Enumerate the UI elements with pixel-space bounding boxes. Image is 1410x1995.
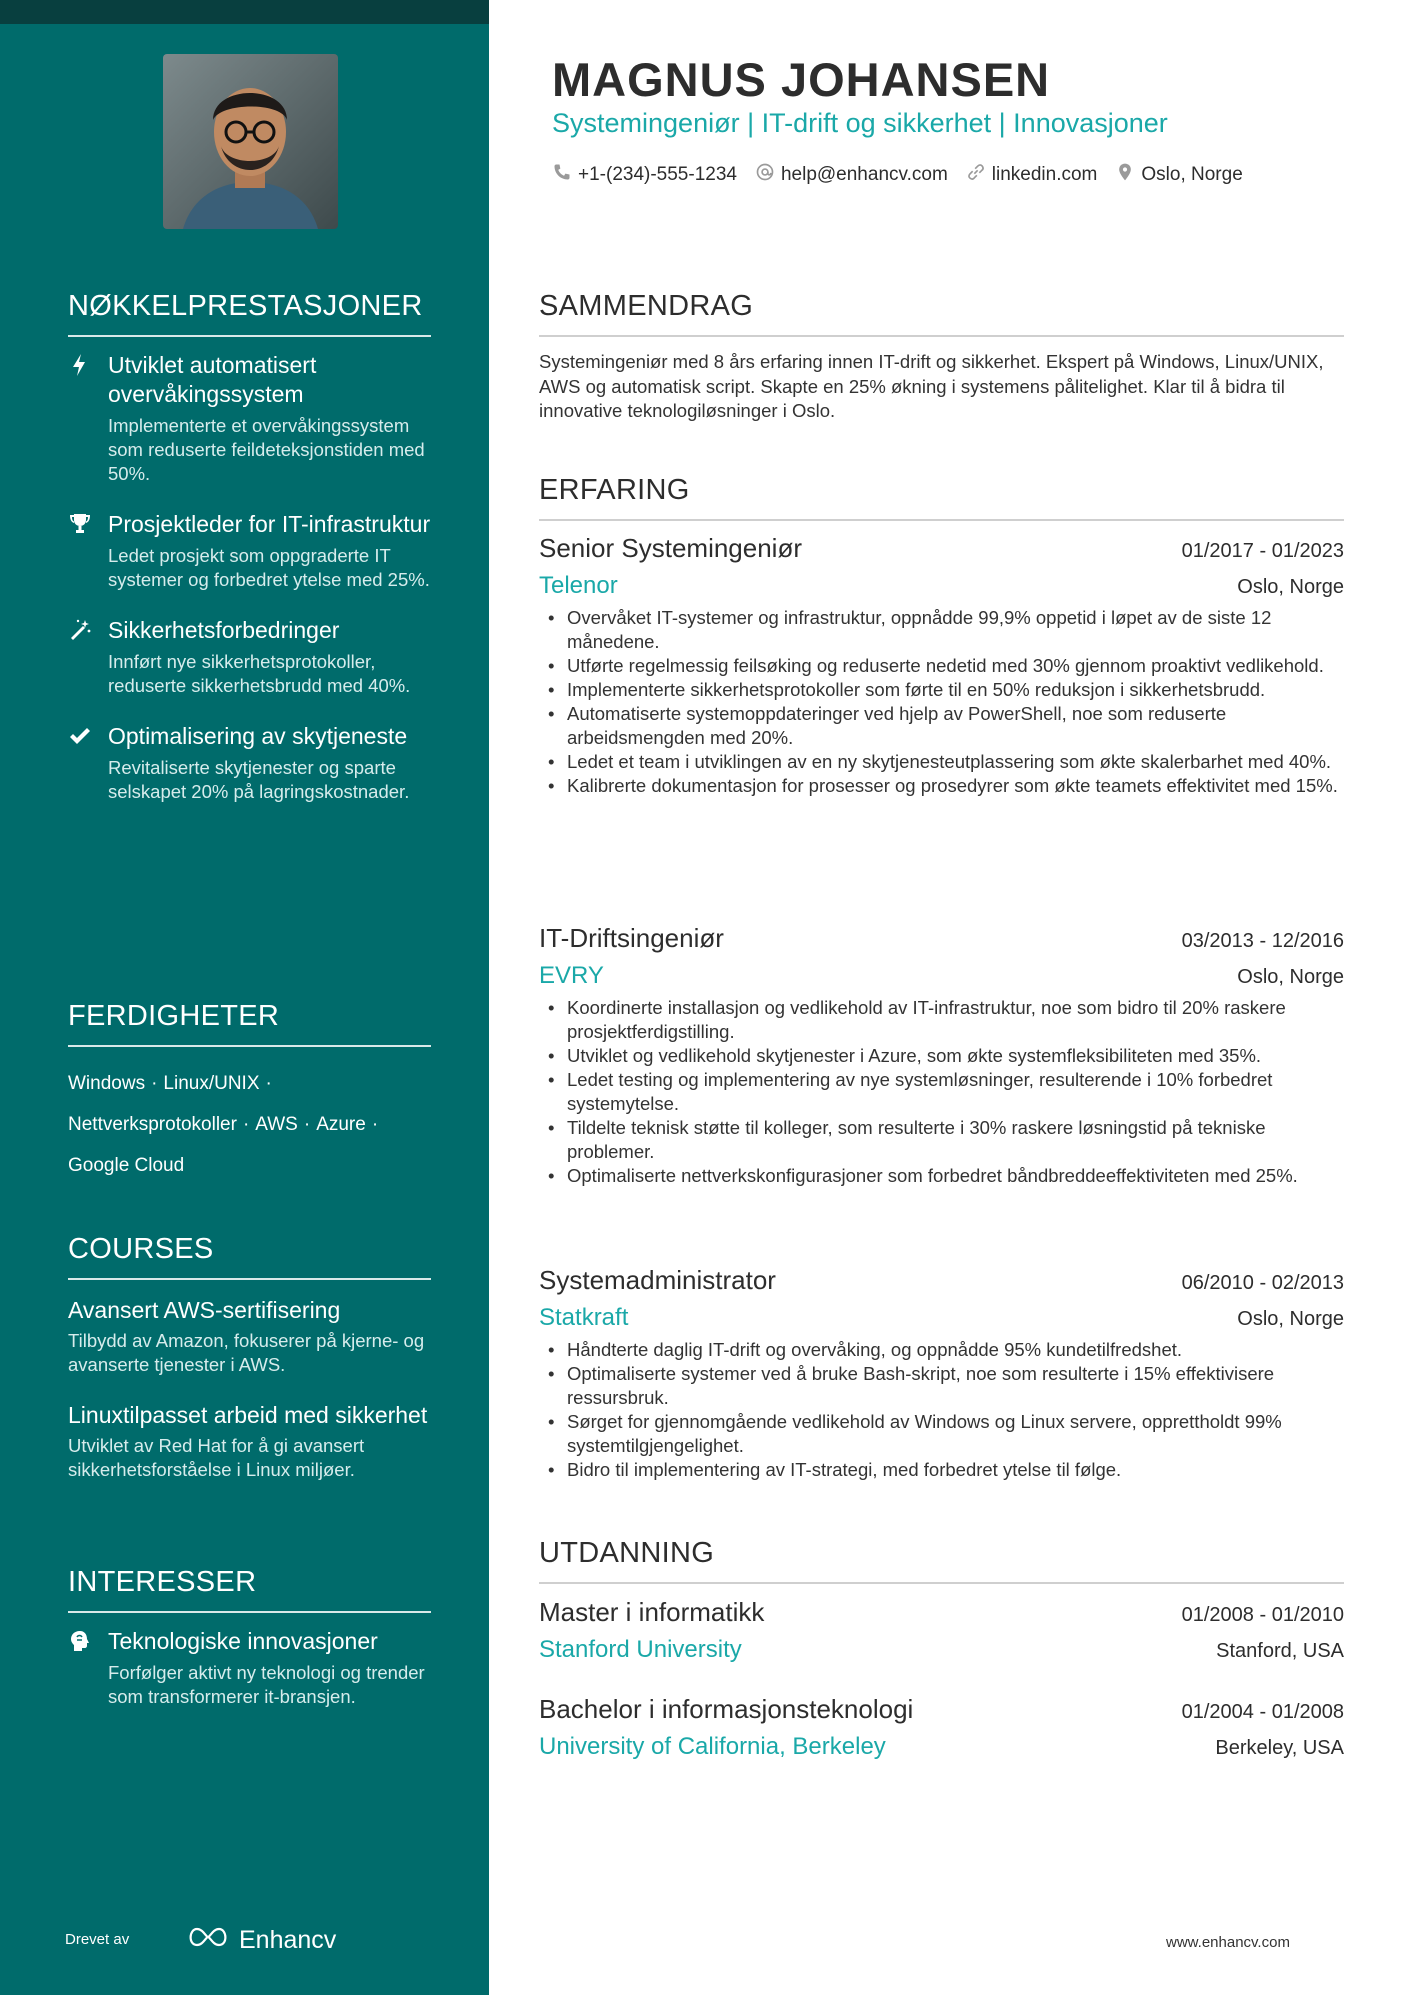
enhancv-infinity-icon	[185, 1925, 231, 1956]
interests-title: INTERESSER	[68, 1566, 431, 1613]
achievements-title: NØKKELPRESTASJONER	[68, 290, 431, 337]
school-location: Berkeley, USA	[1215, 1737, 1344, 1759]
job-location: Oslo, Norge	[1237, 576, 1344, 598]
education-entry	[539, 1597, 1344, 1664]
job-bullets	[539, 1338, 1344, 1482]
bullet-item: • Kalibrerte dokumentasjon for prosesser og prosedyrer som økte teamets effektivitet med 15%.	[539, 774, 1344, 798]
job-entry	[539, 1265, 1344, 1482]
bolt-icon	[68, 353, 92, 377]
education-title: UTDANNING	[539, 1537, 1344, 1584]
bullet-item: • Utførte regelmessig feilsøking og reduserte nedetid med 30% gjennom proaktivt vedlikehold.	[539, 654, 1344, 678]
job-dates: 03/2013 - 12/2016	[1181, 930, 1344, 952]
school-name: Stanford University	[539, 1636, 742, 1663]
bullet-item: • Håndterte daglig IT-drift og overvåking, og oppnådde 95% kundetilfredshet.	[539, 1338, 1344, 1362]
link-icon	[966, 162, 986, 188]
sidebar	[0, 0, 489, 1995]
job-company: Telenor	[539, 572, 618, 599]
job-title: IT-Driftsingeniør	[539, 923, 724, 953]
brain-head-icon	[68, 1629, 92, 1653]
job-title: Senior Systemingeniør	[539, 533, 802, 563]
job-bullets	[539, 996, 1344, 1188]
phone-text: +1-(234)-555-1234	[578, 164, 737, 185]
bullet-item: • Utviklet og vedlikehold skytjenester i Azure, som økte systemfleksibiliteten med 35%.	[539, 1044, 1344, 1068]
skill-item: AWS	[255, 1114, 298, 1135]
job-bullets	[539, 606, 1344, 798]
achievement-item	[68, 722, 431, 804]
course-title: Avansert AWS-sertifisering	[68, 1297, 341, 1323]
achievement-item	[68, 616, 431, 698]
job-entry	[539, 923, 1344, 1188]
phone-icon	[552, 162, 572, 188]
achievement-title: Sikkerhetsforbedringer	[108, 617, 340, 643]
achievement-title: Optimalisering av skytjeneste	[108, 723, 408, 749]
school-location: Stanford, USA	[1216, 1640, 1344, 1662]
location-pin-icon	[1115, 162, 1135, 188]
course-desc: Utviklet av Red Hat for å gi avansert sikkerhetsforståelse i Linux miljøer.	[68, 1435, 365, 1480]
profile-photo	[163, 54, 338, 229]
enhancv-wordmark: Enhancv	[239, 1926, 337, 1954]
achievement-desc: Innført nye sikkerhetsprotokoller, reduserte sikkerhetsbrudd med 40%.	[108, 651, 411, 696]
bullet-item: • Ledet et team i utviklingen av en ny skytjenesteutplassering som økte skalerbarhet med 40%.	[539, 750, 1344, 774]
summary-title: SAMMENDRAG	[539, 290, 1344, 337]
skill-item: Azure	[316, 1114, 366, 1135]
magic-wand-icon	[68, 618, 92, 642]
achievements-section	[68, 290, 431, 804]
location-text: Oslo, Norge	[1141, 164, 1243, 185]
interest-title: Teknologiske innovasjoner	[108, 1628, 378, 1654]
course-item	[68, 1401, 431, 1482]
trophy-icon	[68, 512, 92, 536]
degree-title: Bachelor i informasjonsteknologi	[539, 1694, 914, 1724]
school-name: University of California, Berkeley	[539, 1733, 886, 1760]
skills-title: FERDIGHETER	[68, 1000, 431, 1047]
summary-text: Systemingeniør med 8 års erfaring innen IT-drift og sikkerhet. Ekspert på Windows, Linux/UNIX, AWS og automatisk script. Skapte en 25% økning i systemens pålitelighet. Klar til å bidra til innovative teknologiløsninger i Oslo.	[539, 351, 1324, 421]
contact-email[interactable]	[755, 162, 948, 188]
enhancv-logo[interactable]	[185, 1925, 336, 1956]
interest-item	[68, 1627, 431, 1709]
skill-item: Linux/UNIX	[163, 1073, 260, 1094]
at-icon	[755, 162, 775, 188]
education-dates: 01/2008 - 01/2010	[1181, 1604, 1344, 1626]
bullet-item: • Implementerte sikkerhetsprotokoller som førte til en 50% reduksjon i sikkerhetsbrudd.	[539, 678, 1344, 702]
contact-phone[interactable]	[552, 162, 737, 188]
job-location: Oslo, Norge	[1237, 966, 1344, 988]
course-item	[68, 1296, 431, 1377]
bullet-item: • Overvåket IT-systemer og infrastruktur, oppnådde 99,9% oppetid i løpet av de siste 12 månedene.	[539, 606, 1344, 654]
interest-desc: Forfølger aktivt ny teknologi og trender som transformerer it-bransjen.	[108, 1662, 425, 1707]
job-title: Systemadministrator	[539, 1265, 776, 1295]
contact-location	[1115, 162, 1242, 188]
bullet-item: • Optimaliserte systemer ved å bruke Bash-skript, noe som resulterte i 15% effektivisere ressursbruk.	[539, 1362, 1344, 1410]
skills-list: Windows · Linux/UNIX · Nettverksprotokoller · AWS · Azure · Google Cloud	[68, 1073, 379, 1176]
bullet-item: • Koordinerte installasjon og vedlikehold av IT-infrastruktur, noe som bidro til 20% raskere prosjektferdigstilling.	[539, 996, 1344, 1044]
achievement-title: Prosjektleder for IT-infrastruktur	[108, 511, 431, 537]
linkedin-text: linkedin.com	[991, 164, 1098, 185]
candidate-name: MAGNUS JOHANSEN	[552, 53, 1051, 106]
bullet-item: • Tildelte teknisk støtte til kolleger, som resulterte i 30% raskere løsningstid på tekniske problemer.	[539, 1116, 1344, 1164]
achievement-title: Utviklet automatisert overvåkingssystem	[108, 352, 317, 407]
education-entry	[539, 1694, 1344, 1761]
contact-linkedin[interactable]	[966, 162, 1098, 188]
checkmark-icon	[68, 724, 92, 748]
footer-url[interactable]: www.enhancv.com	[1166, 1934, 1290, 1951]
achievement-item	[68, 351, 431, 486]
email-text: help@enhancv.com	[780, 164, 948, 185]
bullet-item: • Automatiserte systemoppdateringer ved hjelp av PowerShell, noe som reduserte arbeidsmengden med 20%.	[539, 702, 1344, 750]
experience-title: ERFARING	[539, 474, 1344, 521]
skill-item: Windows	[68, 1073, 146, 1094]
job-dates: 06/2010 - 02/2013	[1181, 1272, 1344, 1294]
contact-bar	[552, 162, 1243, 188]
bullet-item: • Ledet testing og implementering av nye systemløsninger, resulterende i 10% forbedret systemytelse.	[539, 1068, 1344, 1116]
degree-title: Master i informatikk	[539, 1597, 765, 1627]
courses-section	[68, 1233, 431, 1482]
interests-section	[68, 1566, 431, 1709]
job-location: Oslo, Norge	[1237, 1308, 1344, 1330]
achievement-item	[68, 510, 431, 592]
sidebar-top-bar	[0, 0, 489, 24]
job-company: Statkraft	[539, 1304, 629, 1331]
achievement-desc: Ledet prosjekt som oppgraderte IT systemer og forbedret ytelse med 25%.	[108, 545, 430, 590]
candidate-headline: Systemingeniør | IT-drift og sikkerhet | Innovasjoner	[552, 108, 1168, 138]
job-company: EVRY	[539, 962, 604, 989]
skill-item: Google Cloud	[68, 1155, 185, 1176]
courses-title: COURSES	[68, 1233, 431, 1280]
course-title: Linuxtilpasset arbeid med sikkerhet	[68, 1402, 428, 1428]
bullet-item: • Optimaliserte nettverkskonfigurasjoner som forbedret båndbreddeeffektiviteten med 25%.	[539, 1164, 1344, 1188]
powered-by-label: Drevet av	[65, 1931, 130, 1948]
bullet-item: • Bidro til implementering av IT-strategi, med forbedret ytelse til følge.	[539, 1458, 1344, 1482]
job-dates: 01/2017 - 01/2023	[1181, 540, 1344, 562]
bullet-item: • Sørget for gjennomgående vedlikehold av Windows og Linux servere, opprettholdt 99% systemtilgjengelighet.	[539, 1410, 1344, 1458]
skills-section	[68, 1000, 431, 1186]
course-desc: Tilbydd av Amazon, fokuserer på kjerne- og avanserte tjenester i AWS.	[68, 1330, 425, 1375]
education-dates: 01/2004 - 01/2008	[1181, 1701, 1344, 1723]
job-entry	[539, 533, 1344, 798]
achievement-desc: Revitaliserte skytjenester og sparte selskapet 20% på lagringskostnader.	[108, 757, 410, 802]
achievement-desc: Implementerte et overvåkingssystem som reduserte feildeteksjonstiden med 50%.	[108, 415, 425, 484]
skill-item: Nettverksprotokoller	[68, 1114, 237, 1135]
